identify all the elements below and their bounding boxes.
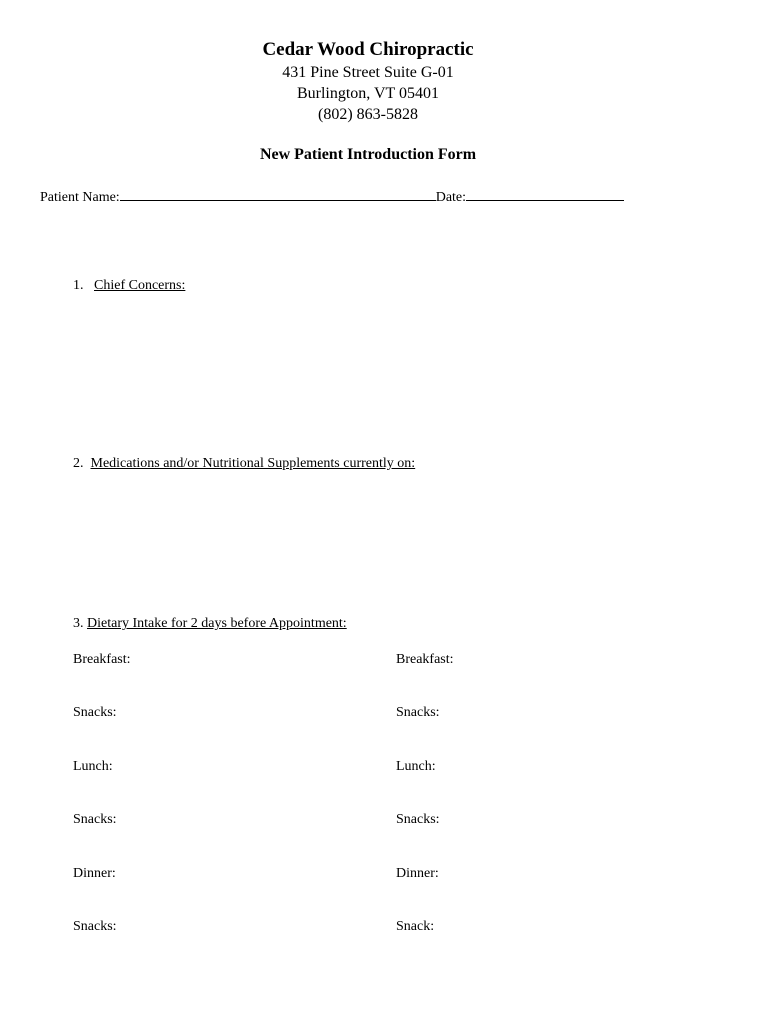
day2-snacks-2-label: Snacks:: [396, 812, 440, 827]
section-medications: [73, 455, 415, 473]
dietary-label: Dietary Intake for 2 days before Appointment:: [87, 616, 347, 631]
day2-snack-label: Snack:: [396, 919, 435, 934]
day2-snacks-1-label: Snacks:: [396, 705, 440, 720]
section-dietary: [73, 615, 347, 633]
clinic-header: [0, 38, 736, 125]
address-line-2: Burlington, VT 05401: [296, 85, 440, 102]
patient-name-field[interactable]: [120, 187, 436, 201]
day1-dinner-label: Dinner:: [73, 866, 116, 881]
section-number: 2.: [73, 456, 84, 471]
section-number: 3.: [73, 616, 84, 631]
form-title: New Patient Introduction Form: [259, 146, 477, 163]
day1-snacks-2-label: Snacks:: [73, 812, 117, 827]
day2-breakfast-label: Breakfast:: [396, 652, 454, 667]
clinic-name: Cedar Wood Chiropractic: [262, 39, 474, 60]
medications-label: Medications and/or Nutritional Supplements currently on:: [90, 456, 416, 471]
section-chief-concerns: [73, 277, 185, 295]
day2-lunch-label: Lunch:: [396, 759, 436, 774]
patient-name-label: Patient Name:: [40, 190, 120, 205]
section-number: 1.: [73, 278, 84, 293]
chief-concerns-label: Chief Concerns:: [94, 278, 186, 293]
patient-row: [40, 187, 624, 207]
day1-snacks-3-label: Snacks:: [73, 919, 117, 934]
address-line-1: 431 Pine Street Suite G-01: [282, 64, 454, 81]
day2-dinner-label: Dinner:: [396, 866, 439, 881]
day1-lunch-label: Lunch:: [73, 759, 113, 774]
date-field[interactable]: [466, 187, 624, 201]
day1-breakfast-label: Breakfast:: [73, 652, 131, 667]
day1-snacks-1-label: Snacks:: [73, 705, 117, 720]
date-label: Date:: [435, 190, 467, 205]
clinic-phone: (802) 863-5828: [318, 106, 418, 123]
